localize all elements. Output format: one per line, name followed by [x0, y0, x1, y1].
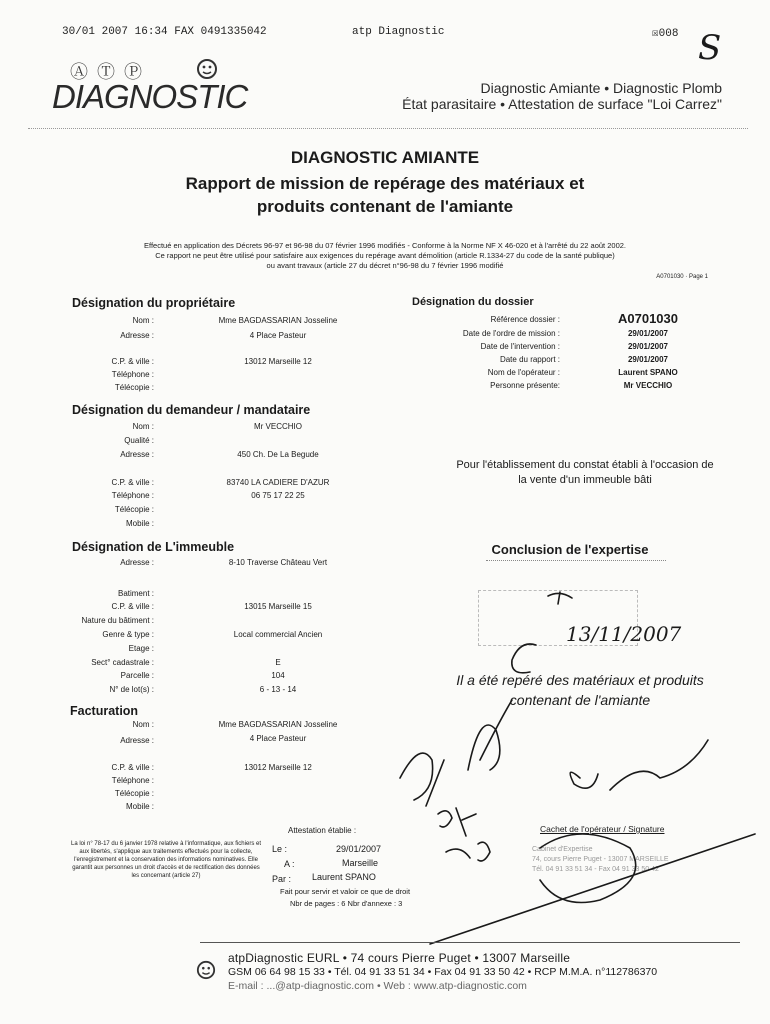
field-label: Adresse : [120, 736, 154, 745]
attestation-heading: Attestation établie : [288, 826, 357, 835]
constat-line2: la vente d'un immeuble bâti [518, 474, 652, 486]
field-value: 29/01/2007 [627, 342, 669, 351]
attestation-par-label: Par : [272, 874, 292, 884]
field-label: C.P. & ville : [111, 602, 154, 611]
field-label: Téléphone : [111, 491, 154, 500]
reference-value: A0701030 [618, 311, 678, 326]
attestation-a-label: A : [284, 859, 295, 869]
attestation-note: Fait pour servir et valoir ce que de droit [280, 887, 411, 896]
intro-line2: Ce rapport ne peut être utilisé pour satisfaire aux exigences du repérage avant démolition (article R.1334-27 du code de la santé publique) [155, 251, 615, 260]
field-label: Date de l'ordre de mission : [462, 329, 560, 338]
field-label: Date du rapport : [499, 355, 560, 364]
stamp-line: 74, cours Pierre Puget - 13007 MARSEILLE [532, 856, 669, 863]
field-label: Nom : [132, 720, 154, 729]
field-label: Téléphone : [111, 370, 154, 379]
logo-icons: Ⓐ Ⓣ Ⓟ [70, 62, 145, 82]
signature-1 [400, 753, 444, 806]
field-label: Nom : [132, 422, 154, 431]
field-label: Parcelle : [120, 671, 154, 680]
stamp-line: Tél. 04 91 33 51 34 - Fax 04 91 33 50 42 [532, 866, 659, 873]
result-line1: Il a été repéré des matériaux et produits [456, 672, 704, 688]
field-label: C.P. & ville : [111, 357, 154, 366]
field-label: Téléphone : [111, 776, 154, 785]
field-value: 450 Ch. De La Begude [237, 450, 319, 459]
doc-subtitle [0, 172, 770, 218]
page-ref: A0701030 · Page 1 [656, 274, 708, 280]
field-value: Mme BAGDASSARIAN Josseline [218, 316, 338, 325]
tagline-line1: Diagnostic Amiante • Diagnostic Plomb [480, 80, 722, 96]
dossier-heading: Désignation du dossier [412, 296, 534, 308]
field-label: Qualité : [124, 436, 154, 445]
fax-sender: atp Diagnostic [352, 26, 445, 38]
field-value: 13012 Marseille 12 [244, 357, 312, 366]
facturation-heading: Facturation [70, 704, 139, 718]
attestation-par-value: Laurent SPANO [312, 872, 376, 882]
constat-line1: Pour l'établissement du constat établi à l'occasion de [456, 459, 714, 471]
handwritten-date: 13/11/2007 [566, 622, 682, 646]
field-label: Adresse : [120, 558, 154, 567]
field-label: Nom de l'opérateur : [487, 368, 560, 377]
footer-line2: GSM 06 64 98 15 33 • Tél. 04 91 33 51 34 • Fax 04 91 33 50 42 • RCP M.M.A. n°112786370 [228, 966, 658, 978]
field-label: N° de lot(s) : [109, 685, 154, 694]
operator-stamp [532, 845, 692, 875]
initials-zb [446, 842, 490, 861]
field-label: Mobile : [125, 519, 154, 528]
attestation-le-label: Le : [272, 844, 288, 854]
conclusion-heading: Conclusion de l'expertise [491, 542, 649, 557]
field-label: Nature du bâtiment : [81, 616, 154, 625]
stamp-line: Cabinet d'Expertise [532, 846, 593, 853]
field-label: C.P. & ville : [111, 763, 154, 772]
stamp-scribble [512, 644, 536, 673]
field-value: 29/01/2007 [627, 329, 669, 338]
reference-label: Référence dossier : [490, 315, 560, 324]
initials-bch [438, 808, 476, 836]
field-value: 4 Place Pasteur [249, 331, 307, 340]
field-value: 8-10 Traverse Château Vert [228, 558, 328, 567]
signature-2 [468, 700, 512, 770]
intro-line3: ou avant travaux (article 27 du décret n°96-98 du 7 février 1996 modifié [266, 261, 504, 270]
field-label: Télécopie : [114, 505, 154, 514]
field-label: Télécopie : [114, 789, 154, 798]
proprietaire-heading: Désignation du propriétaire [72, 296, 236, 310]
law-note: La loi n° 78-17 du 6 janvier 1978 relative à l'informatique, aux fichiers et aux libertés, s'applique aux traitements effectués pour la collecte, l'enregistrement et la conservation des informations nominatives. Elle garantit aux personnes un droit d'accès et de rectification des données les concernant (article 27) [71, 841, 261, 879]
fax-datetime: 30/01 2007 16:34 FAX 0491335042 [62, 26, 267, 38]
field-value: Mr VECCHIO [254, 422, 302, 431]
attestation-pages: Nbr de pages : 6 Nbr d'annexe : 3 [290, 899, 403, 908]
field-value: 13012 Marseille 12 [244, 763, 312, 772]
signature-3 [570, 740, 708, 790]
field-label: Etage : [128, 644, 154, 653]
constat-text [440, 458, 730, 488]
intro-text [0, 241, 770, 271]
field-label: Nom : [132, 316, 154, 325]
field-value: 13015 Marseille 15 [244, 602, 312, 611]
immeuble-heading: Désignation de L'immeuble [72, 540, 235, 554]
field-value: 4 Place Pasteur [249, 734, 307, 743]
intro-line1: Effectué en application des Décrets 96-97 et 96-98 du 07 février 1996 modifiés - Conforme à la Norme NF X 46-020 et à l'arrêté du 22 août 2002. [144, 241, 626, 250]
attestation-a-value: Marseille [342, 858, 379, 868]
cachet-heading: Cachet de l'opérateur / Signature [540, 824, 665, 834]
conclusion-result [420, 670, 740, 710]
footer-line3: E-mail : ...@atp-diagnostic.com • Web : www.atp-diagnostic.com [228, 980, 527, 992]
fax-page-box: ☒008 [652, 28, 679, 40]
field-value: 83740 LA CADIERE D'AZUR [226, 478, 330, 487]
doc-subtitle-line1: Rapport de mission de repérage des matériaux et [185, 174, 585, 193]
conclusion-divider [486, 560, 666, 561]
header-divider [28, 128, 748, 129]
demandeur-heading: Désignation du demandeur / mandataire [72, 403, 311, 417]
field-label: Adresse : [120, 450, 154, 459]
field-value: Laurent SPANO [618, 368, 678, 377]
doc-subtitle-line2: produits contenant de l'amiante [256, 197, 514, 216]
field-label: Genre & type : [102, 630, 154, 639]
field-label: Date de l'intervention : [480, 342, 560, 351]
field-label: Batiment : [117, 589, 154, 598]
field-value: 6 - 13 - 14 [259, 685, 297, 694]
doc-title: DIAGNOSTIC AMIANTE [290, 148, 480, 167]
tagline-line2: État parasitaire • Attestation de surface "Loi Carrez" [402, 96, 722, 112]
attestation-le-value: 29/01/2007 [336, 844, 382, 854]
field-label: Télécopie : [114, 383, 154, 392]
field-label: C.P. & ville : [111, 478, 154, 487]
logo-wordmark: DIAGNOSTIC [52, 78, 248, 115]
field-label: Sect° cadastrale : [91, 658, 154, 667]
handwritten-mark: S [698, 28, 722, 68]
field-label: Mobile : [125, 802, 154, 811]
field-value: Mme BAGDASSARIAN Josseline [218, 720, 338, 729]
field-label: Personne présente: [490, 381, 560, 390]
footer-divider [200, 942, 740, 943]
field-value: E [275, 658, 281, 667]
field-value: 06 75 17 22 25 [251, 491, 305, 500]
field-value: Mr VECCHIO [623, 381, 673, 390]
field-label: Adresse : [120, 331, 154, 340]
field-value: Local commercial Ancien [233, 630, 323, 639]
field-value: 104 [271, 671, 285, 680]
result-line2: contenant de l'amiante [509, 692, 651, 708]
field-value: 29/01/2007 [627, 355, 669, 364]
footer-line1: atpDiagnostic EURL • 74 cours Pierre Puget • 13007 Marseille [228, 951, 571, 965]
face-icon [196, 960, 216, 985]
